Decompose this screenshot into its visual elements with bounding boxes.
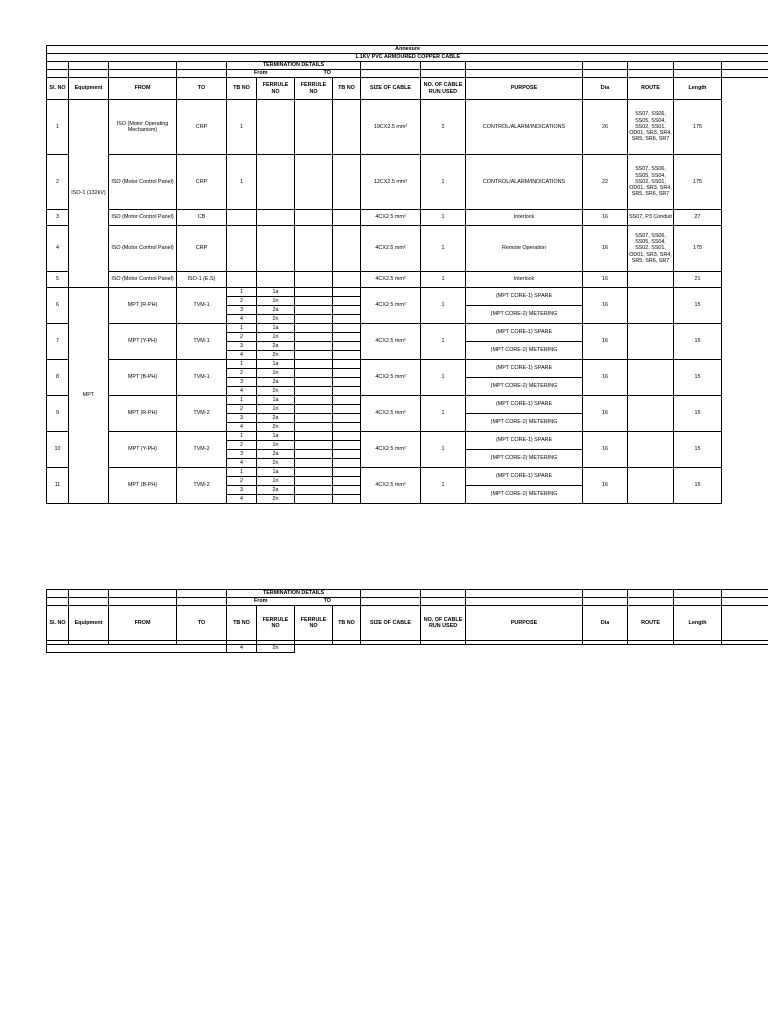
length-cell: 175: [674, 155, 722, 210]
tb-no-to-cell: [333, 342, 361, 351]
terminal-tb-no: 4: [227, 315, 257, 324]
to-cell: TVM-1: [177, 360, 227, 396]
ferrule-to-cell: [295, 486, 333, 495]
route-cell: [628, 272, 674, 288]
tb-no-cell: [227, 210, 257, 226]
mpt-cable-row: [47, 396, 768, 405]
purpose-cell: (MPT CORE-2) METERING: [466, 342, 583, 360]
ferrule-from-cell: [257, 272, 295, 288]
terminal-tb-no: 4: [227, 459, 257, 468]
ferrule-to-cell: [295, 226, 333, 272]
route-cell: SS07, SS06, SS05, SS04, SS02, SS01, OD01, SR3, SR4, SR5, SR6, SR7: [628, 100, 674, 155]
ferrule-to-cell: [295, 351, 333, 360]
purpose-cell: (MPT CORE-1) SPARE: [466, 288, 583, 306]
terminal-ferrule: 2a: [257, 414, 295, 423]
ferrule-to-cell: [295, 100, 333, 155]
tb-no-to-cell: [333, 387, 361, 396]
cable-row: [47, 210, 768, 226]
purpose-cell: CONTROL/ALARM/INDICATIONS: [466, 100, 583, 155]
terminal-ferrule: 1a: [257, 360, 295, 369]
tb-no-to-cell: [333, 486, 361, 495]
length-cell: 175: [674, 100, 722, 155]
ferrule-from-cell: [257, 155, 295, 210]
terminal-ferrule: 1n: [257, 405, 295, 414]
sl-no-header: Sl. NO: [47, 78, 69, 100]
tb-no-cell: 1: [227, 155, 257, 210]
length-cell: 15: [674, 324, 722, 360]
dia-cell: 16: [583, 468, 628, 504]
dia-header: Dia: [583, 78, 628, 100]
purpose-cell: (MPT CORE-1) SPARE: [466, 324, 583, 342]
tb-no-from-header-2: TB NO: [227, 606, 257, 641]
tb-no-to-cell: [333, 315, 361, 324]
sl-no: 8: [47, 360, 69, 396]
purpose-cell: (MPT CORE-2) METERING: [466, 450, 583, 468]
size-cell: 4CX2.5 mm²: [361, 396, 421, 432]
terminal-ferrule: 1n: [257, 477, 295, 486]
terminal-tb-no: 3: [227, 378, 257, 387]
route-header-2: ROUTE: [628, 606, 674, 641]
dia-cell: 16: [583, 324, 628, 360]
terminal-ferrule: 2a: [257, 306, 295, 315]
annexure-title: Annexure: [47, 46, 768, 54]
tb-no-to-cell: [333, 333, 361, 342]
terminal-ferrule: 2n: [257, 387, 295, 396]
sl-no: 9: [47, 396, 69, 432]
route-cell: [628, 360, 674, 396]
tb-no-to-cell: [333, 100, 361, 155]
tb-no-to-cell: [333, 468, 361, 477]
cable-row: [47, 272, 768, 288]
terminal-ferrule: 1n: [257, 441, 295, 450]
terminal-ferrule: 1a: [257, 288, 295, 297]
route-cell: [628, 324, 674, 360]
cable-schedule-table: [46, 45, 768, 504]
ferrule-from-cell: [257, 226, 295, 272]
equipment-iso: ISO-1 (132kV): [69, 100, 109, 288]
terminal-ferrule: 1n: [257, 297, 295, 306]
terminal-ferrule: 1a: [257, 432, 295, 441]
ferrule-to-cell: [295, 324, 333, 333]
dia-header-2: Dia: [583, 606, 628, 641]
cable-row: [47, 155, 768, 210]
mpt-cable-row: [47, 288, 768, 297]
length-cell: 15: [674, 288, 722, 324]
no-of-cable-header-2: NO. OF CABLE RUN USED: [421, 606, 466, 641]
equipment-header: Equipment: [69, 78, 109, 100]
ferrule-to-cell: [295, 450, 333, 459]
to-cell: TVM-1: [177, 288, 227, 324]
to-group-header: TO: [295, 70, 361, 78]
tb-no-to-header: TB NO: [333, 78, 361, 100]
ferrule-to-cell: [295, 414, 333, 423]
length-cell: 15: [674, 396, 722, 432]
to-cell: TVM-2: [177, 468, 227, 504]
cable-row: [47, 226, 768, 272]
mpt-cable-row: [47, 360, 768, 369]
size-cell: 4CX2.5 mm²: [361, 288, 421, 324]
sl-no: 6: [47, 288, 69, 324]
terminal-tb-no: 4: [227, 495, 257, 504]
terminal-ferrule: 2n: [257, 315, 295, 324]
to-cell: ISO-1 (E.S): [177, 272, 227, 288]
tb-no-to-cell: [333, 450, 361, 459]
cable-schedule-continuation-table: [46, 589, 768, 653]
ferrule-to-cell: [295, 495, 333, 504]
terminal-ferrule: 2a: [257, 378, 295, 387]
terminal-ferrule: 1n: [257, 369, 295, 378]
tb-no-to-cell: [333, 432, 361, 441]
terminal-tb-no: 2: [227, 405, 257, 414]
purpose-cell: CONTROL/ALARM/INDICATIONS: [466, 155, 583, 210]
terminal-ferrule: 1n: [257, 333, 295, 342]
terminal-tb-no: 3: [227, 342, 257, 351]
runs-cell: 1: [421, 288, 466, 324]
tb-no-to-cell: [333, 414, 361, 423]
runs-cell: 1: [421, 432, 466, 468]
tb-no-to-cell: [333, 396, 361, 405]
runs-cell: 1: [421, 226, 466, 272]
tb-no-to-cell: [333, 477, 361, 486]
tb-no-to-cell: [333, 155, 361, 210]
from-cell: MPT (B-PH): [109, 360, 177, 396]
ferrule-from-cell: [257, 210, 295, 226]
purpose-cell: (MPT CORE-2) METERING: [466, 486, 583, 504]
route-cell: [628, 396, 674, 432]
runs-cell: 1: [421, 360, 466, 396]
tb-no-from-header: TB NO: [227, 78, 257, 100]
tb-no-cell: [227, 272, 257, 288]
tb-no-cell: 1: [227, 100, 257, 155]
tb-no-to-cell: [333, 297, 361, 306]
terminal-tb-no: 2: [227, 369, 257, 378]
runs-cell: 1: [421, 210, 466, 226]
column-header-row-2: [47, 606, 768, 641]
from-header-2: FROM: [109, 606, 177, 641]
ferrule-to-cell: [295, 459, 333, 468]
mpt-cable-row: [47, 468, 768, 477]
size-cell: 4CX2.5 mm²: [361, 226, 421, 272]
route-cell: SS07, SS06, SS05, SS04, SS02, SS01, OD01, SR3, SR4, SR5, SR6, SR7: [628, 226, 674, 272]
to-header-2: TO: [177, 606, 227, 641]
dia-cell: 22: [583, 155, 628, 210]
tb-no-to-cell: [333, 369, 361, 378]
from-cell: MPT (R-PH): [109, 288, 177, 324]
dia-cell: 16: [583, 288, 628, 324]
ferrule-to-cell: [295, 272, 333, 288]
route-cell: [628, 468, 674, 504]
sl-no: 7: [47, 324, 69, 360]
ferrule-to-cell: [295, 288, 333, 297]
sl-no: 10: [47, 432, 69, 468]
terminal-ferrule: 2a: [257, 486, 295, 495]
ferrule-to-cell: [295, 441, 333, 450]
purpose-cell: Remote Operation: [466, 226, 583, 272]
sl-no-header-2: Sl. NO: [47, 606, 69, 641]
ferrule-from-cell: [257, 100, 295, 155]
purpose-header: PURPOSE: [466, 78, 583, 100]
dia-cell: 26: [583, 100, 628, 155]
terminal-ferrule: 1a: [257, 324, 295, 333]
mpt-cable-row: [47, 432, 768, 441]
terminal-tb-no: 3: [227, 414, 257, 423]
from-cell: MPT (Y-PH): [109, 432, 177, 468]
purpose-header-2: PURPOSE: [466, 606, 583, 641]
terminal-tb-no: 2: [227, 441, 257, 450]
continuation-row: [47, 645, 768, 653]
from-cell: MPT (R-PH): [109, 396, 177, 432]
sl-no: 4: [47, 226, 69, 272]
sl-no: 11: [47, 468, 69, 504]
route-cell: SS07, SS06, SS05, SS04, SS02, SS01, OD01, SR3, SR4, SR5, SR6, SR7: [628, 155, 674, 210]
to-cell: TVM-2: [177, 396, 227, 432]
terminal-tb-no: 1: [227, 432, 257, 441]
purpose-cell: (MPT CORE-2) METERING: [466, 414, 583, 432]
ferrule-to-cell: [295, 477, 333, 486]
length-cell: 27: [674, 210, 722, 226]
terminal-tb-no: 2: [227, 477, 257, 486]
terminal-tb-no: 4: [227, 387, 257, 396]
size-cell: 4CX2.5 mm²: [361, 272, 421, 288]
dia-cell: 16: [583, 396, 628, 432]
terminal-ferrule: 1a: [257, 396, 295, 405]
equipment-mpt: MPT: [69, 288, 109, 504]
purpose-cell: (MPT CORE-1) SPARE: [466, 360, 583, 378]
from-cell: MPT (Y-PH): [109, 324, 177, 360]
runs-cell: 1: [421, 324, 466, 360]
terminal-ferrule: 2n: [257, 423, 295, 432]
terminal-tb-no: 2: [227, 297, 257, 306]
ferrule-to-cell: [295, 315, 333, 324]
size-of-cable-header: SIZE OF CABLE: [361, 78, 421, 100]
runs-cell: 1: [421, 272, 466, 288]
runs-cell: 1: [421, 396, 466, 432]
terminal-ferrule: 2n: [257, 495, 295, 504]
tb-no-to-cell: [333, 351, 361, 360]
continuation-ferrule: 2n: [257, 645, 295, 653]
to-cell: TVM-2: [177, 432, 227, 468]
length-cell: 175: [674, 226, 722, 272]
size-cell: 19CX2.5 mm²: [361, 100, 421, 155]
tb-no-to-cell: [333, 306, 361, 315]
size-of-cable-header-2: SIZE OF CABLE: [361, 606, 421, 641]
route-cell: SS07, P3 Conduit: [628, 210, 674, 226]
sl-no: 2: [47, 155, 69, 210]
tb-no-to-cell: [333, 272, 361, 288]
runs-cell: 2: [421, 100, 466, 155]
terminal-tb-no: 3: [227, 450, 257, 459]
ferrule-to-cell: [295, 432, 333, 441]
terminal-ferrule: 1a: [257, 468, 295, 477]
terminal-tb-no: 3: [227, 306, 257, 315]
to-cell: CB: [177, 210, 227, 226]
size-cell: 4CX2.5 mm²: [361, 324, 421, 360]
purpose-cell: (MPT CORE-1) SPARE: [466, 432, 583, 450]
tb-no-to-cell: [333, 495, 361, 504]
size-cell: 12CX2.5 mm²: [361, 155, 421, 210]
sl-no: 3: [47, 210, 69, 226]
from-cell: ISO (Motor Control Panel): [109, 226, 177, 272]
ferrule-no-to-header-2: FERRULE NO: [295, 606, 333, 641]
equipment-header-2: Equipment: [69, 606, 109, 641]
from-cell: ISO (Motor Control Panel): [109, 155, 177, 210]
purpose-cell: (MPT CORE-2) METERING: [466, 306, 583, 324]
ferrule-no-from-header: FERRULE NO: [257, 78, 295, 100]
from-cell: ISO (Motor Control Panel): [109, 272, 177, 288]
route-cell: [628, 432, 674, 468]
annexure-sheet-page-1: [46, 45, 768, 534]
column-header-row: [47, 78, 768, 100]
sl-no: 5: [47, 272, 69, 288]
terminal-tb-no: 1: [227, 324, 257, 333]
tb-no-to-cell: [333, 423, 361, 432]
purpose-cell: Interlock: [466, 210, 583, 226]
terminal-tb-no: 2: [227, 333, 257, 342]
termination-details-header-2: TERMINATION DETAILS: [227, 590, 361, 598]
dia-cell: 16: [583, 226, 628, 272]
terminal-tb-no: 1: [227, 468, 257, 477]
length-cell: 15: [674, 360, 722, 396]
ferrule-no-from-header-2: FERRULE NO: [257, 606, 295, 641]
tb-no-to-cell: [333, 378, 361, 387]
dia-cell: 16: [583, 210, 628, 226]
length-cell: 15: [674, 432, 722, 468]
from-cell: ISO (Motor Control Panel): [109, 210, 177, 226]
ferrule-to-cell: [295, 369, 333, 378]
from-header: FROM: [109, 78, 177, 100]
ferrule-to-cell: [295, 387, 333, 396]
to-group-header-2: TO: [295, 598, 361, 606]
size-cell: 4CX2.5 mm²: [361, 360, 421, 396]
tb-no-to-cell: [333, 405, 361, 414]
ferrule-to-cell: [295, 333, 333, 342]
terminal-tb-no: 4: [227, 351, 257, 360]
purpose-cell: Interlock: [466, 272, 583, 288]
terminal-tb-no: 1: [227, 360, 257, 369]
from-group-header-2: From: [227, 598, 295, 606]
purpose-cell: (MPT CORE-2) METERING: [466, 378, 583, 396]
to-cell: CRP: [177, 100, 227, 155]
tb-no-to-header-2: TB NO: [333, 606, 361, 641]
ferrule-to-cell: [295, 468, 333, 477]
tb-no-to-cell: [333, 459, 361, 468]
dia-cell: 16: [583, 360, 628, 396]
purpose-cell: (MPT CORE-1) SPARE: [466, 396, 583, 414]
terminal-ferrule: 2n: [257, 459, 295, 468]
ferrule-no-to-header: FERRULE NO: [295, 78, 333, 100]
terminal-tb-no: 1: [227, 288, 257, 297]
ferrule-to-cell: [295, 155, 333, 210]
route-cell: [628, 288, 674, 324]
ferrule-to-cell: [295, 342, 333, 351]
dia-cell: 16: [583, 272, 628, 288]
terminal-tb-no: 1: [227, 396, 257, 405]
runs-cell: 1: [421, 155, 466, 210]
to-cell: TVM-1: [177, 324, 227, 360]
tb-no-to-cell: [333, 226, 361, 272]
tb-no-to-cell: [333, 324, 361, 333]
ferrule-to-cell: [295, 396, 333, 405]
ferrule-to-cell: [295, 405, 333, 414]
ferrule-to-cell: [295, 423, 333, 432]
ferrule-to-cell: [295, 297, 333, 306]
continuation-tb-no: 4: [227, 645, 257, 653]
to-cell: CRP: [177, 155, 227, 210]
route-header: ROUTE: [628, 78, 674, 100]
terminal-ferrule: 2n: [257, 351, 295, 360]
from-group-header: From: [227, 70, 295, 78]
terminal-ferrule: 2a: [257, 450, 295, 459]
to-cell: CRP: [177, 226, 227, 272]
tb-no-to-cell: [333, 360, 361, 369]
size-cell: 4CX2.5 mm²: [361, 210, 421, 226]
length-header: Length: [674, 78, 722, 100]
ferrule-to-cell: [295, 306, 333, 315]
runs-cell: 1: [421, 468, 466, 504]
length-cell: 21: [674, 272, 722, 288]
to-header: TO: [177, 78, 227, 100]
from-cell: MPT (B-PH): [109, 468, 177, 504]
cable-type-title: 1.1KV PVC ARMOURED COPPER CABLE: [47, 54, 768, 62]
purpose-cell: (MPT CORE-1) SPARE: [466, 468, 583, 486]
size-cell: 4CX2.5 mm²: [361, 468, 421, 504]
tb-no-cell: [227, 226, 257, 272]
tb-no-to-cell: [333, 288, 361, 297]
mpt-cable-row: [47, 324, 768, 333]
dia-cell: 16: [583, 432, 628, 468]
size-cell: 4CX2.5 mm²: [361, 432, 421, 468]
no-of-cable-header: NO. OF CABLE RUN USED: [421, 78, 466, 100]
length-cell: 15: [674, 468, 722, 504]
ferrule-to-cell: [295, 360, 333, 369]
terminal-tb-no: 3: [227, 486, 257, 495]
ferrule-to-cell: [295, 378, 333, 387]
termination-details-header: TERMINATION DETAILS: [227, 62, 361, 70]
from-cell: ISO (Motor Operating Mechanism): [109, 100, 177, 155]
terminal-tb-no: 4: [227, 423, 257, 432]
length-header-2: Length: [674, 606, 722, 641]
tb-no-to-cell: [333, 210, 361, 226]
sl-no: 1: [47, 100, 69, 155]
tb-no-to-cell: [333, 441, 361, 450]
terminal-ferrule: 2a: [257, 342, 295, 351]
cable-row: [47, 100, 768, 155]
ferrule-to-cell: [295, 210, 333, 226]
